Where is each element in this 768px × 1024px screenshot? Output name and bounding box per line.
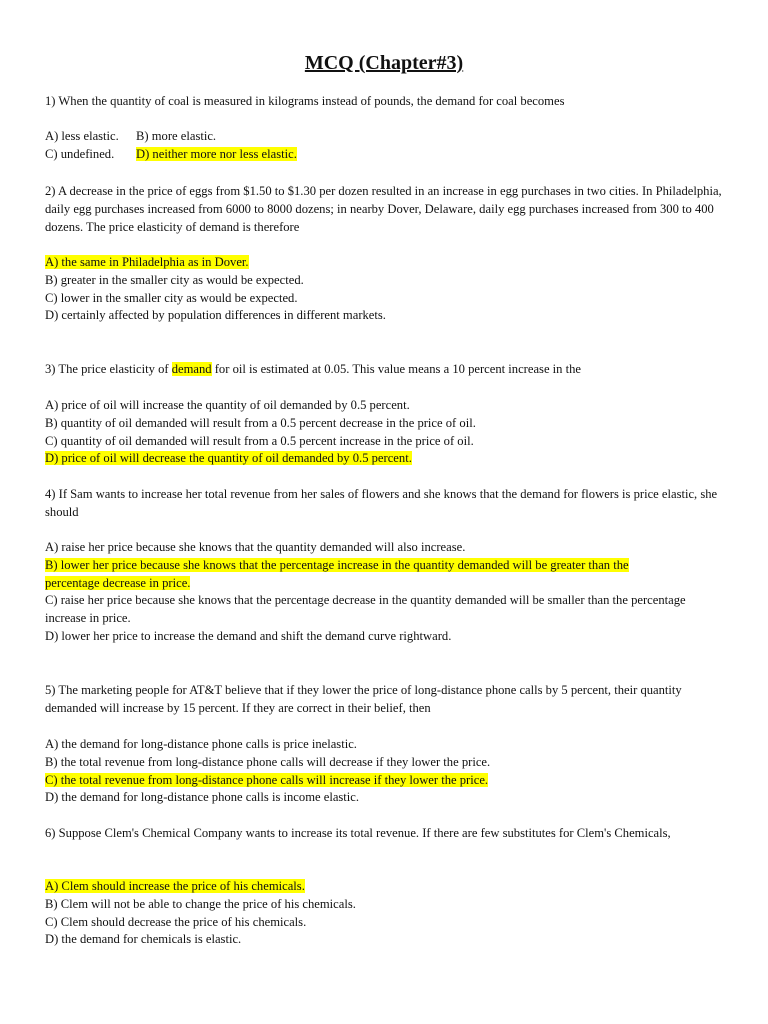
q1-option-a: A) less elastic. — [45, 129, 119, 143]
question-2 — [45, 183, 727, 236]
question-6 — [45, 825, 727, 843]
q3-option-a: A) price of oil will increase the quantity of oil demanded by 0.5 percent. — [45, 398, 410, 412]
question-4-text: 4) If Sam wants to increase her total revenue from her sales of flowers and she knows that the demand for flowers is price elastic, she should — [45, 487, 718, 519]
question-5-options — [45, 736, 727, 807]
q3-option-b: B) quantity of oil demanded will result from a 0.5 percent decrease in the price of oil. — [45, 415, 476, 430]
q3-text-before: 3) The price elasticity of — [45, 362, 172, 376]
q2-option-c: C) lower in the smaller city as would be expected. — [45, 290, 298, 305]
question-1-text: 1) When the quantity of coal is measured in kilograms instead of pounds, the demand for coal becomes — [45, 94, 565, 108]
question-5-text: 5) The marketing people for AT&T believe that if they lower the price of long-distance phone calls by 5 percent, their quantity demanded will increase by 15 percent. If they are correct in their belief, then — [45, 683, 682, 715]
q2-option-a-answer: A) the same in Philadelphia as in Dover. — [45, 255, 249, 269]
q6-option-d: D) the demand for chemicals is elastic. — [45, 932, 242, 947]
q2-option-b: B) greater in the smaller city as would be expected. — [45, 272, 304, 287]
q3-text-highlight: demand — [171, 362, 212, 376]
q5-option-c-answer: C) the total revenue from long-distance phone calls will increase if they lower the price. — [45, 772, 489, 787]
question-6-text: 6) Suppose Clem's Chemical Company wants to increase its total revenue. If there are few substitutes for Clem's Chemicals, — [45, 826, 671, 840]
q6-option-b: B) Clem will not be able to change the price of his chemicals. — [45, 896, 356, 911]
q4-option-c: C) raise her price because she knows that the percentage decrease in the quantity demanded will be smaller than the percentage increase in price. — [45, 593, 686, 626]
question-1-options — [45, 128, 727, 164]
question-4-options — [45, 539, 727, 646]
q4-option-b-answer-line2: percentage decrease in price. — [45, 575, 191, 590]
q1-option-c: C) undefined. — [45, 146, 115, 161]
question-3 — [45, 361, 727, 379]
q4-option-b-answer-line1: B) lower her price because she knows that the percentage increase in the quantity demanded will be greater than the — [45, 557, 629, 572]
q3-text-after: for oil is estimated at 0.05. This value means a 10 percent increase in the — [211, 362, 582, 376]
question-2-text: 2) A decrease in the price of eggs from $1.50 to $1.30 per dozen resulted in an increase in egg purchases in two cities. In Philadelphia, daily egg purchases increased from 6000 to 8000 dozens; in nearby Dover, Delaware, daily egg purchases increased from 300 to 400 dozens. The price elasticity of demand is therefore — [45, 184, 722, 234]
q2-option-d: D) certainly affected by population differences in different markets. — [45, 308, 386, 323]
q5-option-d: D) the demand for long-distance phone calls is income elastic. — [45, 790, 360, 805]
question-5 — [45, 682, 727, 718]
question-3-text — [45, 361, 727, 379]
q1-option-d-answer: D) neither more nor less elastic. — [136, 146, 297, 161]
q4-option-d: D) lower her price to increase the demand and shift the demand curve rightward. — [45, 628, 452, 643]
page-title: MCQ (Chapter#3) — [304, 52, 464, 74]
question-6-options — [45, 878, 727, 949]
q4-option-a: A) raise her price because she knows that the quantity demanded will also increase. — [45, 540, 466, 554]
q1-option-b: B) more elastic. — [136, 129, 217, 143]
q3-option-c: C) quantity of oil demanded will result from a 0.5 percent increase in the price of oil. — [45, 433, 474, 448]
question-3-options — [45, 397, 727, 468]
question-2-options — [45, 254, 727, 325]
q5-option-b: B) the total revenue from long-distance phone calls will decrease if they lower the price. — [45, 754, 491, 769]
q6-option-c: C) Clem should decrease the price of his chemicals. — [45, 914, 307, 929]
q3-option-d-answer: D) price of oil will decrease the quantity of oil demanded by 0.5 percent. — [45, 451, 412, 466]
question-1 — [45, 93, 727, 111]
q6-option-a-answer: A) Clem should increase the price of his chemicals. — [45, 879, 305, 893]
q5-option-a: A) the demand for long-distance phone calls is price inelastic. — [45, 737, 357, 751]
question-4 — [45, 486, 727, 522]
